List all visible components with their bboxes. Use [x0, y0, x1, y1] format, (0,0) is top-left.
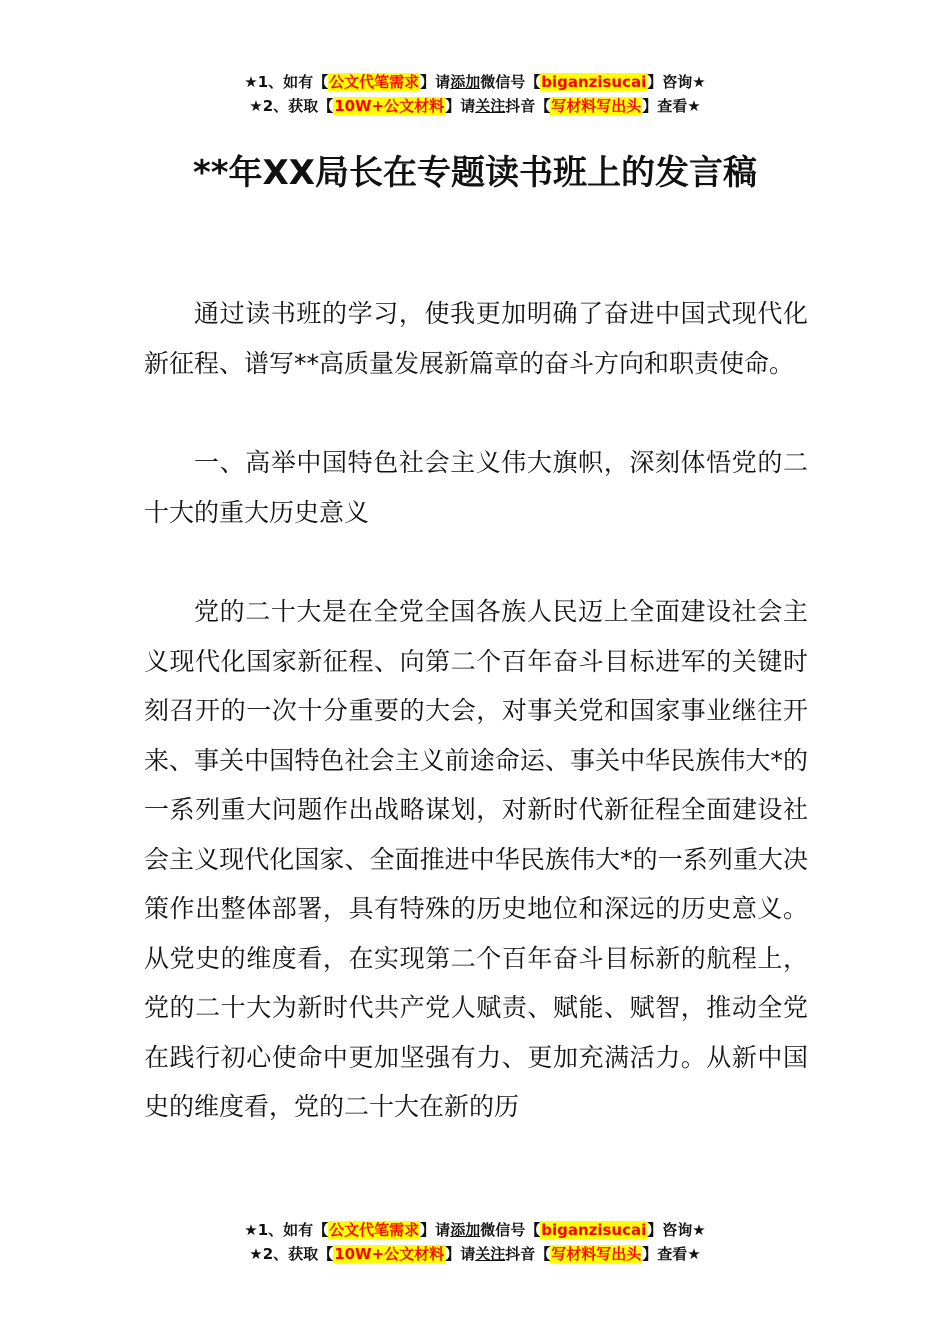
banner-text: ★1、如有【 [244, 1221, 329, 1239]
banner-text: 微信号【 [480, 1221, 541, 1239]
underlined-word: 添加 [450, 73, 481, 91]
banner-text: 】查看★ [642, 1245, 701, 1263]
highlight-service: 公文代笔需求 [329, 1221, 420, 1239]
banner-text: 抖音【 [505, 1245, 551, 1263]
banner-text: 抖音【 [505, 97, 551, 115]
banner-line-1 [0, 70, 950, 94]
highlight-service: 公文代笔需求 [329, 73, 420, 91]
banner-text: 】请 [420, 1221, 451, 1239]
header-banner [0, 70, 950, 118]
paragraph-intro: 通过读书班的学习，使我更加明确了奋进中国式现代化新征程、谱写**高质量发展新篇章的奋斗方向和职责使命。 [144, 299, 808, 378]
highlight-wechat-id: biganzisucai [541, 1221, 647, 1239]
highlight-materials: 10W+公文材料 [334, 1245, 445, 1263]
banner-line-1 [0, 1218, 950, 1242]
section-heading: 一、高举中国特色社会主义伟大旗帜，深刻体悟党的二十大的重大历史意义 [144, 448, 808, 527]
underlined-word: 关注 [475, 1245, 506, 1263]
paragraph-body: 党的二十大是在全党全国各族人民迈上全面建设社会主义现代化国家新征程、向第二个百年奋斗目标进军的关键时刻召开的一次十分重要的大会，对事关党和国家事业继往开来、事关中国特色社会主义前途命运、事关中华民族伟大*的一系列重大问题作出战略谋划，对新时代新征程全面建设社会主义现代化国家、全面推进中华民族伟大*的一系列重大决策作出整体部署，具有特殊的历史地位和深远的历史意义。从党史的维度看，在实现第二个百年奋斗目标新的航程上，党的二十大为新时代共产党人赋责、赋能、赋智，推动全党在践行初心使命中更加坚强有力、更加充满活力。从新中国史的维度看，党的二十大在新的历 [144, 597, 808, 1121]
banner-text: 】请 [445, 97, 476, 115]
banner-text: 】咨询★ [647, 73, 706, 91]
underlined-word: 关注 [475, 97, 506, 115]
document-body [144, 289, 808, 1132]
banner-line-2 [0, 94, 950, 118]
highlight-materials: 10W+公文材料 [334, 97, 445, 115]
banner-text: 】请 [445, 1245, 476, 1263]
highlight-wechat-id: biganzisucai [541, 73, 647, 91]
underlined-word: 添加 [450, 1221, 481, 1239]
banner-text: 】请 [420, 73, 451, 91]
highlight-douyin-id: 写材料写出头 [551, 97, 642, 115]
banner-text: 】查看★ [642, 97, 701, 115]
footer-banner [0, 1218, 950, 1266]
banner-text: 】咨询★ [647, 1221, 706, 1239]
banner-text: ★2、获取【 [249, 1245, 334, 1263]
document-title: **年XX局长在专题读书班上的发言稿 [193, 153, 757, 193]
banner-text: ★2、获取【 [249, 97, 334, 115]
highlight-douyin-id: 写材料写出头 [551, 1245, 642, 1263]
banner-text: 微信号【 [480, 73, 541, 91]
banner-text: ★1、如有【 [244, 73, 329, 91]
banner-line-2 [0, 1242, 950, 1266]
